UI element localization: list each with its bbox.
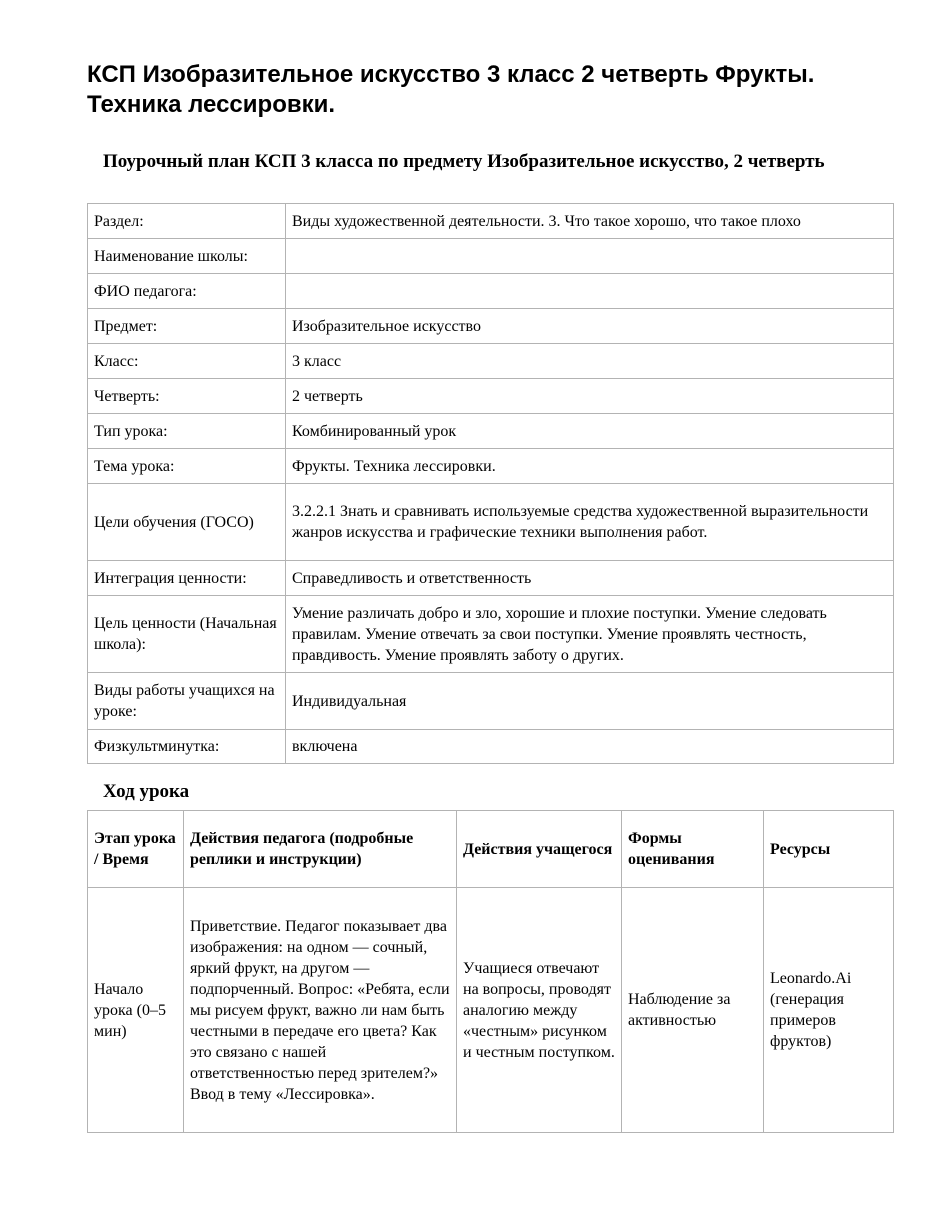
header-assessment: Формы оценивания [622,811,764,888]
header-student-actions: Действия учащегося [457,811,622,888]
lesson-flow-heading: Ход урока [103,781,190,802]
header-resources: Ресурсы [764,811,894,888]
header-teacher-actions: Действия педагога (подробные реплики и инструкции) [184,811,457,888]
lesson-stage: Начало урока (0–5 мин) [88,888,184,1133]
info-row-grade [88,344,894,379]
info-row-subject [88,309,894,344]
resources: Leonardo.Ai (генерация примеров фруктов) [764,888,894,1133]
lesson-header-row [88,811,894,888]
student-actions: Учащиеся отвечают на вопросы, проводят аналогию между «честным» рисунком и честным поступком. [457,888,622,1133]
info-value: Справедливость и ответственность [286,561,894,596]
info-row-section [88,204,894,239]
info-value [286,239,894,274]
info-row-school [88,239,894,274]
info-value: включена [286,730,894,764]
info-value [286,274,894,309]
teacher-actions: Приветствие. Педагог показывает два изображения: на одном — сочный, яркий фрукт, на другом — подпорченный. Вопрос: «Ребята, если мы рисуем фрукт, важно ли нам быть честными в передаче его цвета? Как это связано с нашей ответственностью перед зрителем?» Ввод в тему «Лессировка». [184,888,457,1133]
plan-heading: Поурочный план КСП 3 класса по предмету Изобразительное искусство, 2 четверть [103,151,825,172]
info-label: Четверть: [88,379,286,414]
info-row-lesson-type [88,414,894,449]
info-value: Виды художественной деятельности. 3. Что такое хорошо, что такое плохо [286,204,894,239]
info-label: Цели обучения (ГОСО) [88,484,286,561]
info-row-teacher [88,274,894,309]
info-value: 2 четверть [286,379,894,414]
info-label: Интеграция ценности: [88,561,286,596]
info-value: 3.2.2.1 Знать и сравнивать используемые средства художественной выразительности жанров искусства и графические техники выполнения работ. [286,484,894,561]
info-label: Виды работы учащихся на уроке: [88,673,286,730]
info-label: ФИО педагога: [88,274,286,309]
info-label: Класс: [88,344,286,379]
header-stage: Этап урока / Время [88,811,184,888]
info-value: 3 класс [286,344,894,379]
info-label: Цель ценности (Начальная школа): [88,596,286,673]
lesson-flow-table [87,810,894,1133]
info-label: Тема урока: [88,449,286,484]
info-label: Раздел: [88,204,286,239]
info-label: Предмет: [88,309,286,344]
info-row-value-goal [88,596,894,673]
info-row-topic [88,449,894,484]
info-value: Индивидуальная [286,673,894,730]
info-value: Изобразительное искусство [286,309,894,344]
table-row [88,888,894,1133]
info-value: Комбинированный урок [286,414,894,449]
info-value: Фрукты. Техника лессировки. [286,449,894,484]
info-row-learning-goals [88,484,894,561]
info-row-physical-break [88,730,894,764]
info-row-quarter [88,379,894,414]
info-row-work-types [88,673,894,730]
lesson-info-table [87,203,894,764]
info-label: Тип урока: [88,414,286,449]
info-row-value-integration [88,561,894,596]
info-value: Умение различать добро и зло, хорошие и плохие поступки. Умение следовать правилам. Умение отвечать за свои поступки. Умение проявлять честность, правдивость. Умение проявлять заботу о других. [286,596,894,673]
assessment-forms: Наблюдение за активностью [622,888,764,1133]
document-title: КСП Изобразительное искусство 3 класс 2 четверть Фрукты. Техника лессировки. [87,61,815,118]
info-label: Наименование школы: [88,239,286,274]
info-label: Физкультминутка: [88,730,286,764]
